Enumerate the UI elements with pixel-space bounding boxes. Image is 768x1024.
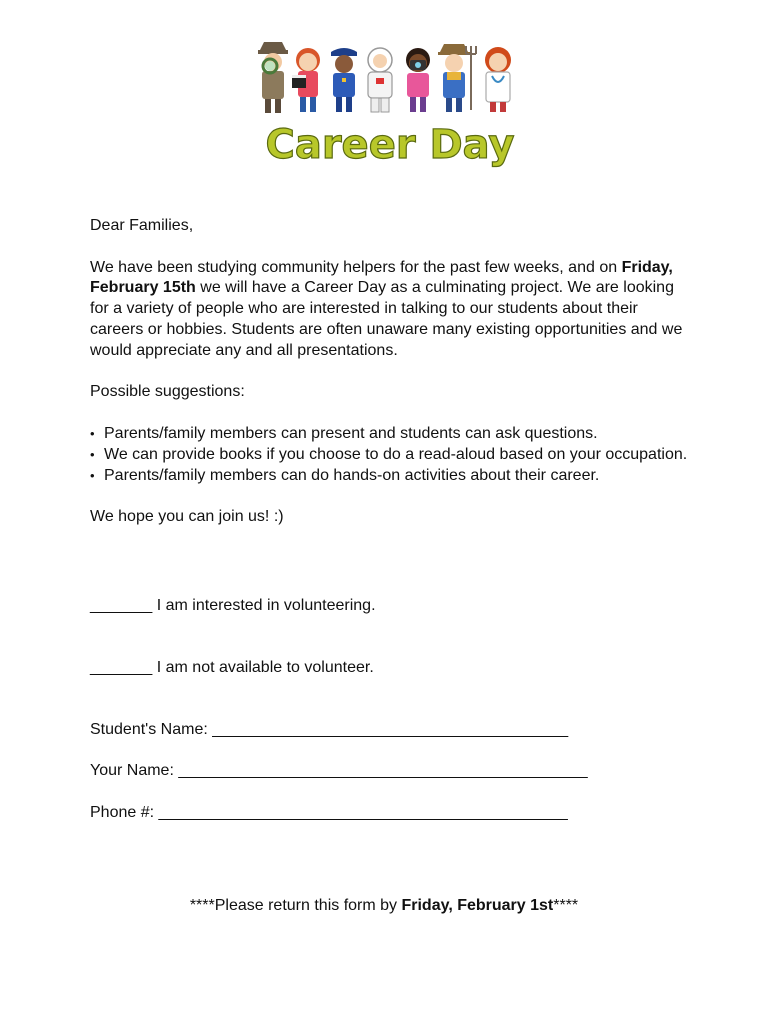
photographer-kid-icon bbox=[406, 48, 430, 112]
suggestion-item: • Parents/family members can present and students can ask questions. bbox=[90, 424, 690, 445]
not-available-option[interactable]: _______ I am not available to volunteer. bbox=[90, 659, 374, 676]
interested-option[interactable]: _______ I am interested in volunteering. bbox=[90, 597, 376, 614]
greeting: Dear Families, bbox=[90, 217, 194, 234]
director-kid-icon bbox=[292, 48, 320, 112]
community-helpers-illustration bbox=[230, 38, 550, 168]
suggestion-item: • We can provide books if you choose to do a read-aloud based on your occupation. bbox=[90, 445, 690, 466]
intro-text-start: We have been studying community helpers for the past few weeks, and on bbox=[90, 258, 622, 276]
career-day-date: Friday, February 15th bbox=[90, 258, 673, 297]
intro-text-end: we will have a Career Day as a culminating project. We are looking for a variety of people who are interested in talking to our students about their careers or hobbies. Students are often unaware many existing opportunities and we would appreciate any and all presentations. bbox=[90, 279, 683, 359]
suggestions-heading: Possible suggestions: bbox=[90, 383, 245, 401]
career-day-title: Career Day bbox=[265, 122, 515, 168]
student-name-field[interactable]: Student's Name: ________________________________________ bbox=[90, 721, 569, 738]
return-text-end: **** bbox=[553, 897, 579, 914]
detective-kid-icon bbox=[258, 42, 288, 113]
suggestions-list bbox=[90, 424, 690, 486]
career-day-header bbox=[230, 38, 550, 168]
phone-field[interactable]: Phone #: ______________________________________________ bbox=[90, 804, 568, 821]
doctor-kid-icon bbox=[485, 47, 511, 112]
letter-body bbox=[90, 216, 690, 528]
return-reminder bbox=[0, 897, 768, 915]
your-name-field[interactable]: Your Name: ______________________________________________ bbox=[90, 762, 588, 779]
astronaut-kid-icon bbox=[368, 48, 392, 112]
return-text-start: ****Please return this form by bbox=[189, 897, 402, 914]
farmer-kid-icon bbox=[438, 44, 476, 112]
closing-line: We hope you can join us! :) bbox=[90, 508, 284, 526]
return-date: Friday, February 1st bbox=[401, 897, 554, 914]
intro-paragraph bbox=[90, 258, 690, 362]
suggestion-item: • Parents/family members can do hands-on activities about their career. bbox=[90, 466, 690, 487]
police-kid-icon bbox=[331, 48, 357, 112]
